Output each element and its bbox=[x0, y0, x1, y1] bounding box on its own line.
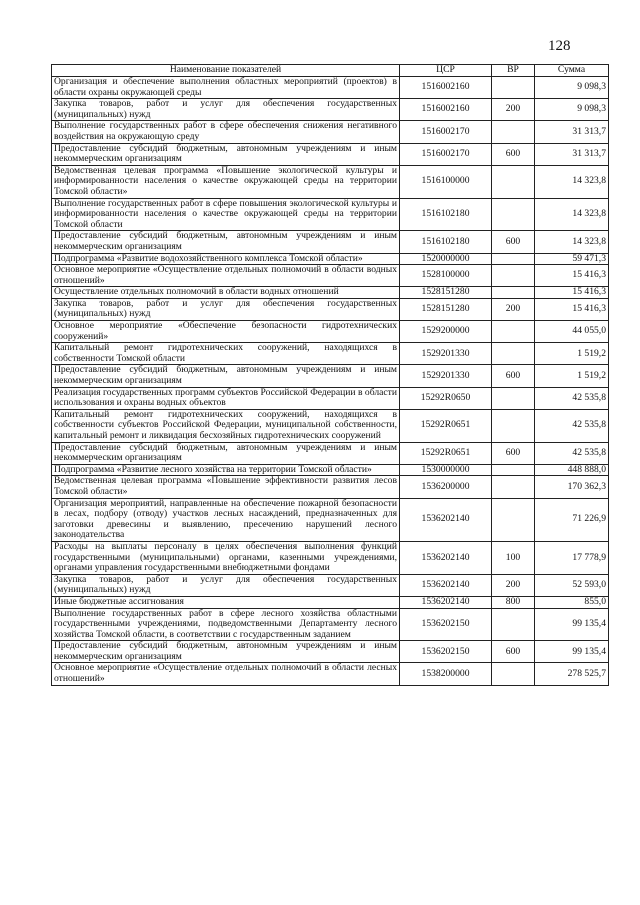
table-row bbox=[52, 641, 609, 663]
cell-sum: 42 535,8 bbox=[535, 409, 609, 442]
cell-name: Организация мероприятий, направленные на обеспечение пожарной безопасности в лесах, подбору (отводу) участков лесных насаждений, предназначенных для заготовки древесины и выявлению, пресечению нарушений лесного законодательства bbox=[52, 498, 400, 541]
cell-sum: 448 888,0 bbox=[535, 464, 609, 476]
budget-table bbox=[51, 64, 609, 686]
table-header-row bbox=[52, 65, 609, 77]
cell-vr: 600 bbox=[492, 365, 535, 387]
table-row bbox=[52, 143, 609, 165]
cell-name: Ведомственная целевая программа «Повышение экологической культуры и информированности населения о качестве окружающей среды на территории Томской области» bbox=[52, 165, 400, 198]
table-row bbox=[52, 663, 609, 685]
cell-vr bbox=[492, 498, 535, 541]
cell-name: Ведомственная целевая программа «Повышение эффективности развития лесов Томской области» bbox=[52, 476, 400, 498]
header-vr: ВР bbox=[492, 65, 535, 77]
cell-vr: 200 bbox=[492, 574, 535, 596]
cell-sum: 52 593,0 bbox=[535, 574, 609, 596]
cell-vr bbox=[492, 663, 535, 685]
table-row bbox=[52, 198, 609, 231]
cell-sum: 31 313,7 bbox=[535, 121, 609, 143]
cell-name: Подпрограмма «Развитие водохозяйственного комплекса Томской области» bbox=[52, 253, 400, 265]
cell-csr: 1536202140 bbox=[400, 596, 492, 608]
cell-name: Основное мероприятие «Обеспечение безопасности гидротехнических сооружений» bbox=[52, 321, 400, 343]
cell-sum: 31 313,7 bbox=[535, 143, 609, 165]
cell-csr: 1528151280 bbox=[400, 298, 492, 320]
cell-vr bbox=[492, 343, 535, 365]
header-sum: Сумма bbox=[535, 65, 609, 77]
cell-sum: 855,0 bbox=[535, 596, 609, 608]
table-row bbox=[52, 476, 609, 498]
cell-sum: 170 362,3 bbox=[535, 476, 609, 498]
cell-sum: 99 135,4 bbox=[535, 608, 609, 641]
cell-sum: 42 535,8 bbox=[535, 442, 609, 464]
table-row bbox=[52, 121, 609, 143]
cell-csr: 1536200000 bbox=[400, 476, 492, 498]
table-row bbox=[52, 409, 609, 442]
cell-name: Выполнение государственных работ в сфере обеспечения снижения негативного воздействия на окружающую среду bbox=[52, 121, 400, 143]
cell-vr: 600 bbox=[492, 231, 535, 253]
table-row bbox=[52, 596, 609, 608]
table-row bbox=[52, 231, 609, 253]
cell-sum: 44 055,0 bbox=[535, 321, 609, 343]
cell-name: Осуществление отдельных полномочий в области водных отношений bbox=[52, 287, 400, 299]
header-name: Наименование показателей bbox=[52, 65, 400, 77]
table-row bbox=[52, 165, 609, 198]
cell-csr: 1516002170 bbox=[400, 121, 492, 143]
cell-name: Закупка товаров, работ и услуг для обеспечения государственных (муниципальных) нужд bbox=[52, 99, 400, 121]
table-row bbox=[52, 99, 609, 121]
cell-sum: 9 098,3 bbox=[535, 77, 609, 99]
cell-name: Основное мероприятие «Осуществление отдельных полномочий в области водных отношений» bbox=[52, 265, 400, 287]
cell-sum: 15 416,3 bbox=[535, 287, 609, 299]
cell-vr bbox=[492, 387, 535, 409]
cell-vr: 200 bbox=[492, 99, 535, 121]
cell-csr: 1529200000 bbox=[400, 321, 492, 343]
cell-csr: 1536202150 bbox=[400, 641, 492, 663]
cell-vr bbox=[492, 77, 535, 99]
cell-vr: 600 bbox=[492, 641, 535, 663]
cell-name: Выполнение государственных работ в сфере повышения экологической культуры и информированности населения о качестве окружающей среды на территории Томской области bbox=[52, 198, 400, 231]
cell-csr: 1536202150 bbox=[400, 608, 492, 641]
cell-csr: 1536202140 bbox=[400, 498, 492, 541]
cell-name: Выполнение государственных работ в сфере лесного хозяйства областными государственными учреждениями, подведомственными Департаменту лесного хозяйства Томской области, в соответствии с государственным заданием bbox=[52, 608, 400, 641]
table-row bbox=[52, 498, 609, 541]
cell-name: Подпрограмма «Развитие лесного хозяйства на территории Томской области» bbox=[52, 464, 400, 476]
cell-csr: 1538200000 bbox=[400, 663, 492, 685]
table-row bbox=[52, 77, 609, 99]
cell-sum: 14 323,8 bbox=[535, 165, 609, 198]
cell-csr: 1530000000 bbox=[400, 464, 492, 476]
cell-vr bbox=[492, 165, 535, 198]
cell-sum: 15 416,3 bbox=[535, 298, 609, 320]
header-csr: ЦСР bbox=[400, 65, 492, 77]
cell-csr: 1528151280 bbox=[400, 287, 492, 299]
cell-sum: 1 519,2 bbox=[535, 365, 609, 387]
cell-csr: 15292R0651 bbox=[400, 409, 492, 442]
cell-name: Предоставление субсидий бюджетным, автономным учреждениям и иным некоммерческим организациям bbox=[52, 231, 400, 253]
cell-name: Организация и обеспечение выполнения областных мероприятий (проектов) в области охраны окружающей среды bbox=[52, 77, 400, 99]
cell-name: Основное мероприятие «Осуществление отдельных полномочий в области лесных отношений» bbox=[52, 663, 400, 685]
cell-sum: 42 535,8 bbox=[535, 387, 609, 409]
cell-name: Предоставление субсидий бюджетным, автономным учреждениям и иным некоммерческим организациям bbox=[52, 641, 400, 663]
table-row bbox=[52, 387, 609, 409]
table-row bbox=[52, 574, 609, 596]
cell-csr: 1516002160 bbox=[400, 99, 492, 121]
cell-csr: 1516102180 bbox=[400, 198, 492, 231]
cell-sum: 9 098,3 bbox=[535, 99, 609, 121]
cell-vr: 600 bbox=[492, 442, 535, 464]
table-row bbox=[52, 253, 609, 265]
table-row bbox=[52, 365, 609, 387]
cell-name: Реализация государственных программ субъектов Российской Федерации в области использования и охраны водных объектов bbox=[52, 387, 400, 409]
cell-vr bbox=[492, 608, 535, 641]
cell-csr: 1528100000 bbox=[400, 265, 492, 287]
cell-sum: 71 226,9 bbox=[535, 498, 609, 541]
cell-vr: 800 bbox=[492, 596, 535, 608]
cell-vr: 100 bbox=[492, 541, 535, 574]
cell-vr bbox=[492, 265, 535, 287]
cell-csr: 1536202140 bbox=[400, 541, 492, 574]
cell-sum: 14 323,8 bbox=[535, 198, 609, 231]
table-row bbox=[52, 265, 609, 287]
cell-sum: 1 519,2 bbox=[535, 343, 609, 365]
table-row bbox=[52, 298, 609, 320]
cell-vr bbox=[492, 464, 535, 476]
cell-vr bbox=[492, 409, 535, 442]
cell-vr bbox=[492, 198, 535, 231]
cell-vr bbox=[492, 476, 535, 498]
cell-name: Предоставление субсидий бюджетным, автономным учреждениям и иным некоммерческим организациям bbox=[52, 365, 400, 387]
cell-name: Капитальный ремонт гидротехнических сооружений, находящихся в собственности субъектов Российской Федерации, муниципальной собственности, капитальный ремонт и ликвидация бесхозяйных гидротехнических сооружений bbox=[52, 409, 400, 442]
cell-name: Расходы на выплаты персоналу в целях обеспечения выполнения функций государственными (муниципальными) органами, казенными учреждениями, органами управления государственными внебюджетными фондами bbox=[52, 541, 400, 574]
table-row bbox=[52, 464, 609, 476]
cell-csr: 15292R0650 bbox=[400, 387, 492, 409]
table-row bbox=[52, 608, 609, 641]
cell-csr: 1516002170 bbox=[400, 143, 492, 165]
cell-name: Предоставление субсидий бюджетным, автономным учреждениям и иным некоммерческим организациям bbox=[52, 143, 400, 165]
cell-vr bbox=[492, 253, 535, 265]
table-row bbox=[52, 321, 609, 343]
cell-vr bbox=[492, 287, 535, 299]
cell-sum: 17 778,9 bbox=[535, 541, 609, 574]
cell-vr: 600 bbox=[492, 143, 535, 165]
cell-csr: 1529201330 bbox=[400, 365, 492, 387]
cell-name: Закупка товаров, работ и услуг для обеспечения государственных (муниципальных) нужд bbox=[52, 298, 400, 320]
cell-sum: 99 135,4 bbox=[535, 641, 609, 663]
cell-vr: 200 bbox=[492, 298, 535, 320]
cell-csr: 15292R0651 bbox=[400, 442, 492, 464]
table-row bbox=[52, 343, 609, 365]
cell-vr bbox=[492, 121, 535, 143]
cell-name: Капитальный ремонт гидротехнических сооружений, находящихся в собственности Томской области bbox=[52, 343, 400, 365]
cell-csr: 1516002160 bbox=[400, 77, 492, 99]
table-row bbox=[52, 287, 609, 299]
cell-csr: 1516100000 bbox=[400, 165, 492, 198]
cell-csr: 1529201330 bbox=[400, 343, 492, 365]
page-number: 128 bbox=[548, 38, 571, 54]
cell-csr: 1536202140 bbox=[400, 574, 492, 596]
table-row bbox=[52, 541, 609, 574]
cell-csr: 1516102180 bbox=[400, 231, 492, 253]
cell-sum: 14 323,8 bbox=[535, 231, 609, 253]
table-row bbox=[52, 442, 609, 464]
cell-csr: 1520000000 bbox=[400, 253, 492, 265]
cell-name: Предоставление субсидий бюджетным, автономным учреждениям и иным некоммерческим организациям bbox=[52, 442, 400, 464]
cell-sum: 15 416,3 bbox=[535, 265, 609, 287]
cell-sum: 278 525,7 bbox=[535, 663, 609, 685]
cell-vr bbox=[492, 321, 535, 343]
cell-name: Иные бюджетные ассигнования bbox=[52, 596, 400, 608]
cell-name: Закупка товаров, работ и услуг для обеспечения государственных (муниципальных) нужд bbox=[52, 574, 400, 596]
cell-sum: 59 471,3 bbox=[535, 253, 609, 265]
